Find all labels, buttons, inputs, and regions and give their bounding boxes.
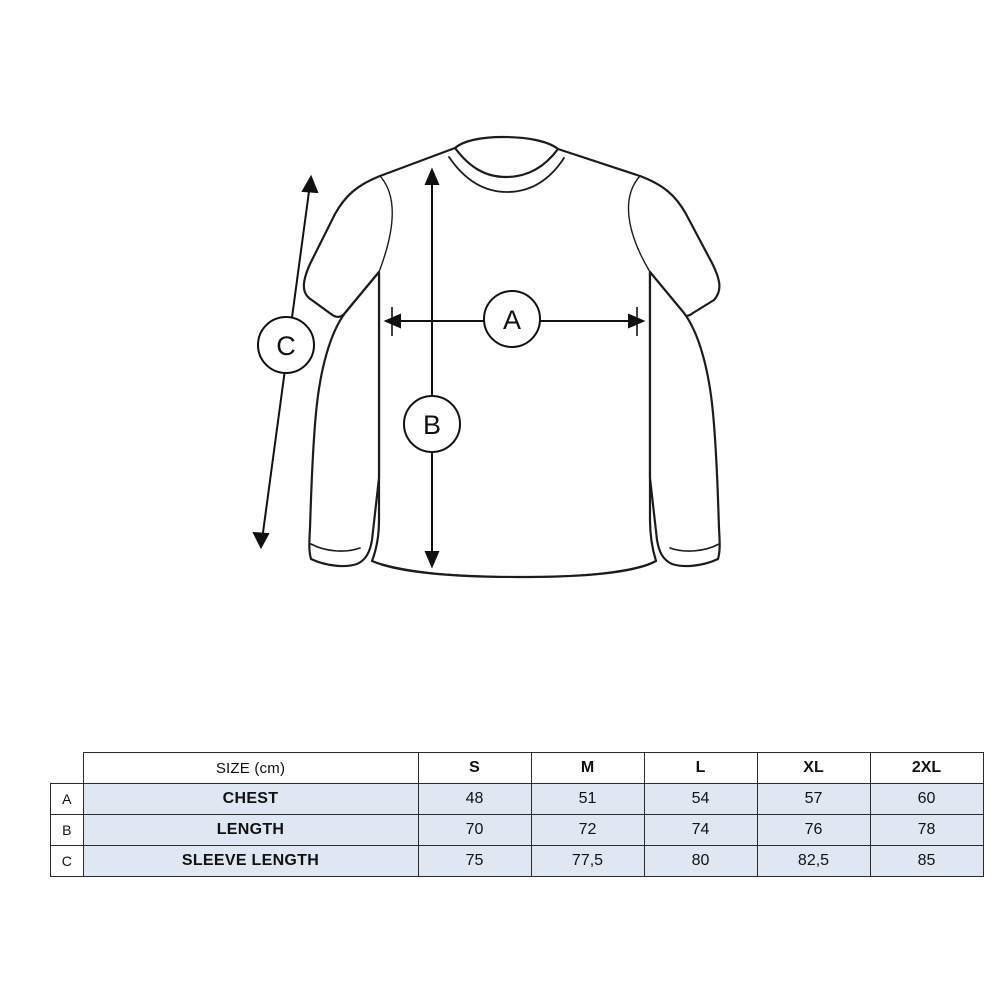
sleeve-l: 80: [644, 846, 757, 877]
header-corner-cell: [51, 753, 84, 784]
length-xl: 76: [757, 815, 870, 846]
row-name-sleeve-length: SLEEVE LENGTH: [83, 846, 418, 877]
size-table: [50, 752, 984, 877]
table-row: [51, 846, 984, 877]
sleeve-s: 75: [418, 846, 531, 877]
sleeve-2xl: 85: [870, 846, 983, 877]
row-letter-c: C: [51, 846, 84, 877]
header-size-xl: XL: [757, 753, 870, 784]
length-2xl: 78: [870, 815, 983, 846]
marker-c-label: C: [276, 331, 296, 361]
chest-s: 48: [418, 784, 531, 815]
header-size-l: L: [644, 753, 757, 784]
header-title-cell: SIZE (cm): [83, 753, 418, 784]
row-letter-b: B: [51, 815, 84, 846]
chest-xl: 57: [757, 784, 870, 815]
length-s: 70: [418, 815, 531, 846]
row-letter-a: A: [51, 784, 84, 815]
length-m: 72: [531, 815, 644, 846]
chest-m: 51: [531, 784, 644, 815]
sleeve-m: 77,5: [531, 846, 644, 877]
marker-a-label: A: [502, 305, 522, 335]
chest-l: 54: [644, 784, 757, 815]
table-header-row: [51, 753, 984, 784]
marker-b-label: B: [422, 410, 442, 440]
chest-2xl: 60: [870, 784, 983, 815]
size-chart: [50, 752, 950, 877]
row-name-length: LENGTH: [83, 815, 418, 846]
row-name-chest: CHEST: [83, 784, 418, 815]
sleeve-xl: 82,5: [757, 846, 870, 877]
table-row: [51, 815, 984, 846]
header-size-s: S: [418, 753, 531, 784]
header-size-2xl: 2XL: [870, 753, 983, 784]
length-l: 74: [644, 815, 757, 846]
table-row: [51, 784, 984, 815]
header-size-m: M: [531, 753, 644, 784]
